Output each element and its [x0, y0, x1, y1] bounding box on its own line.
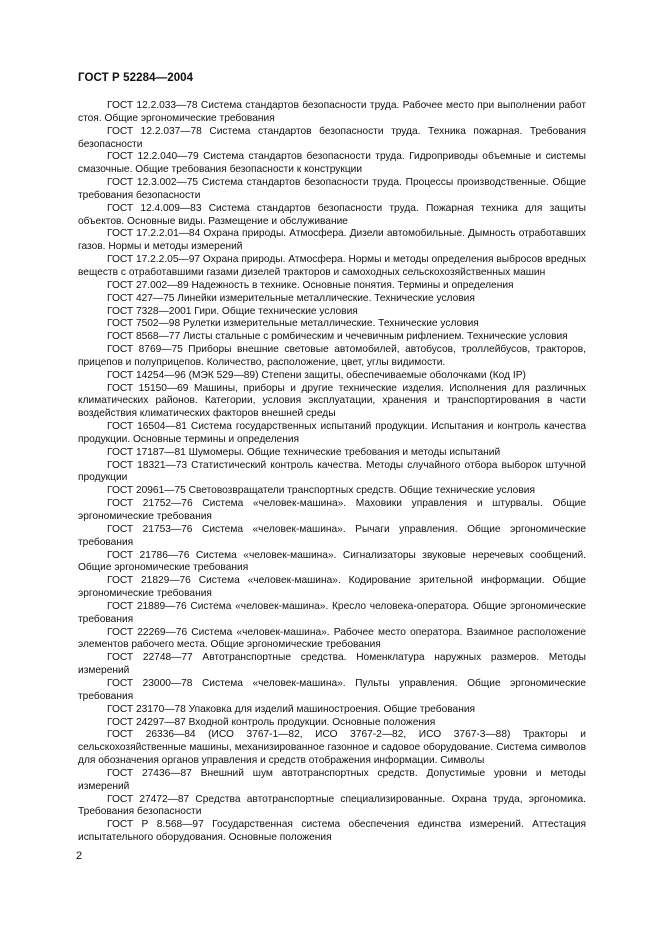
reference-entry: ГОСТ 17.2.2.01—84 Охрана природы. Атмосфера. Дизели автомобильные. Дымность отработавших газов. Нормы и методы измерений	[78, 228, 586, 253]
reference-entry: ГОСТ 12.2.037—78 Система стандартов безопасности труда. Техника пожарная. Требования безопасности	[78, 125, 586, 150]
reference-entry: ГОСТ 21753—76 Система «человек-машина». Рычаги управления. Общие эргономические требования	[78, 523, 586, 548]
reference-entry: ГОСТ 12.4.009—83 Система стандартов безопасности труда. Пожарная техника для защиты объектов. Основные виды. Размещение и обслуживание	[78, 202, 586, 227]
reference-entry: ГОСТ 18321—73 Статистический контроль качества. Методы случайного отбора выборок штучной продукции	[78, 459, 586, 484]
reference-entry: ГОСТ Р 8.568—97 Государственная система обеспечения единства измерений. Аттестация испытательного оборудования. Основные положения	[78, 819, 586, 844]
reference-entry: ГОСТ 427—75 Линейки измерительные металлические. Технические условия	[107, 292, 475, 304]
reference-entry: ГОСТ 7328—2001 Гири. Общие технические условия	[107, 305, 358, 317]
reference-entry: ГОСТ 22269—76 Система «человек-машина». Рабочее место оператора. Взаимное расположение элементов рабочего места. Общие эргономические требования	[78, 626, 586, 651]
reference-entry: ГОСТ 21889—76 Система «человек-машина». Кресло человека-оператора. Общие эргономические требования	[78, 600, 586, 625]
reference-entry: ГОСТ 27436—87 Внешний шум автотранспортных средств. Допустимые уровни и методы измерений	[78, 767, 586, 792]
reference-entry: ГОСТ 23000—78 Система «человек-машина». Пульты управления. Общие эргономические требования	[78, 677, 586, 702]
document-header: ГОСТ Р 52284—2004	[78, 72, 194, 84]
reference-entry: ГОСТ 21829—76 Система «человек-машина». Кодирование зрительной информации. Общие эргономические требования	[78, 575, 586, 600]
reference-entry: ГОСТ 7502—98 Рулетки измерительные металлические. Технические условия	[107, 318, 479, 330]
reference-entry: ГОСТ 12.3.002—75 Система стандартов безопасности труда. Процессы производственные. Общие требования безопасности	[78, 177, 586, 201]
reference-entry: ГОСТ 8769—75 Приборы внешние световые автомобилей, автобусов, троллейбусов, тракторов, прицепов и полуприцепов. Количество, расположение, цвет, углы видимости.	[78, 344, 586, 368]
reference-entry: ГОСТ 26336—84 (ИСО 3767-1—82, ИСО 3767-2—82, ИСО 3767-3—88) Тракторы и сельскохозяйственные машины, механизированное газонное и садовое оборудование. Система символов для обозначения органов управления и средств отображения информации. Символы	[78, 729, 586, 767]
reference-entry: ГОСТ 21752—76 Система «человек-машина». Маховики управления и штурвалы. Общие эргономические требования	[78, 498, 586, 522]
reference-entry: ГОСТ 27472—87 Средства автотранспортные специализированные. Охрана труда, эргономика. Требования безопасности	[78, 793, 586, 818]
reference-entry: ГОСТ 20961—75 Световозвращатели транспортных средств. Общие технические условия	[107, 485, 535, 497]
reference-entry: ГОСТ 21786—76 Система «человек-машина». Сигнализаторы звуковые неречевых сообщений. Общие эргономические требования	[78, 549, 586, 574]
reference-entry: ГОСТ 15150—69 Машины, приборы и другие технические изделия. Исполнения для различных климатических районов. Категории, условия эксплуатации, хранения и транспортирования в части воздействия климатических факторов внешней среды	[78, 382, 586, 420]
normative-references-list	[78, 100, 586, 845]
reference-entry: ГОСТ 16504—81 Система государственных испытаний продукции. Испытания и контроль качества продукции. Основные термины и определения	[78, 421, 586, 445]
reference-entry: ГОСТ 23170—78 Упаковка для изделий машиностроения. Общие требования	[107, 703, 476, 715]
reference-entry: ГОСТ 12.2.033—78 Система стандартов безопасности труда. Рабочее место при выполнении работ стоя. Общие эргономические требования	[78, 100, 586, 124]
reference-entry: ГОСТ 22748—77 Автотранспортные средства. Номенклатура наружных размеров. Методы измерений	[78, 652, 586, 677]
reference-entry: ГОСТ 12.2.040—79 Система стандартов безопасности труда. Гидроприводы объемные и системы смазочные. Общие требования безопасности к конструкции	[78, 151, 586, 176]
reference-entry: ГОСТ 8568—77 Листы стальные с ромбическим и чечевичным рифлением. Технические условия	[107, 331, 568, 343]
reference-entry: ГОСТ 14254—96 (МЭК 529—89) Степени защиты, обеспечиваемые оболочками (Код IP)	[107, 369, 526, 381]
reference-entry: ГОСТ 17187—81 Шумомеры. Общие технические требования и методы испытаний	[107, 446, 501, 458]
reference-entry: ГОСТ 27.002—89 Надежность в технике. Основные понятия. Термины и определения	[107, 279, 514, 291]
page-number: 2	[76, 850, 83, 862]
reference-entry: ГОСТ 17.2.2.05—97 Охрана природы. Атмосфера. Нормы и методы определения выбросов вредных веществ с отработавшими газами дизелей тракторов и самоходных сельскохозяйственных машин	[78, 254, 586, 278]
reference-entry: ГОСТ 24297—87 Входной контроль продукции. Основные положения	[107, 716, 436, 728]
